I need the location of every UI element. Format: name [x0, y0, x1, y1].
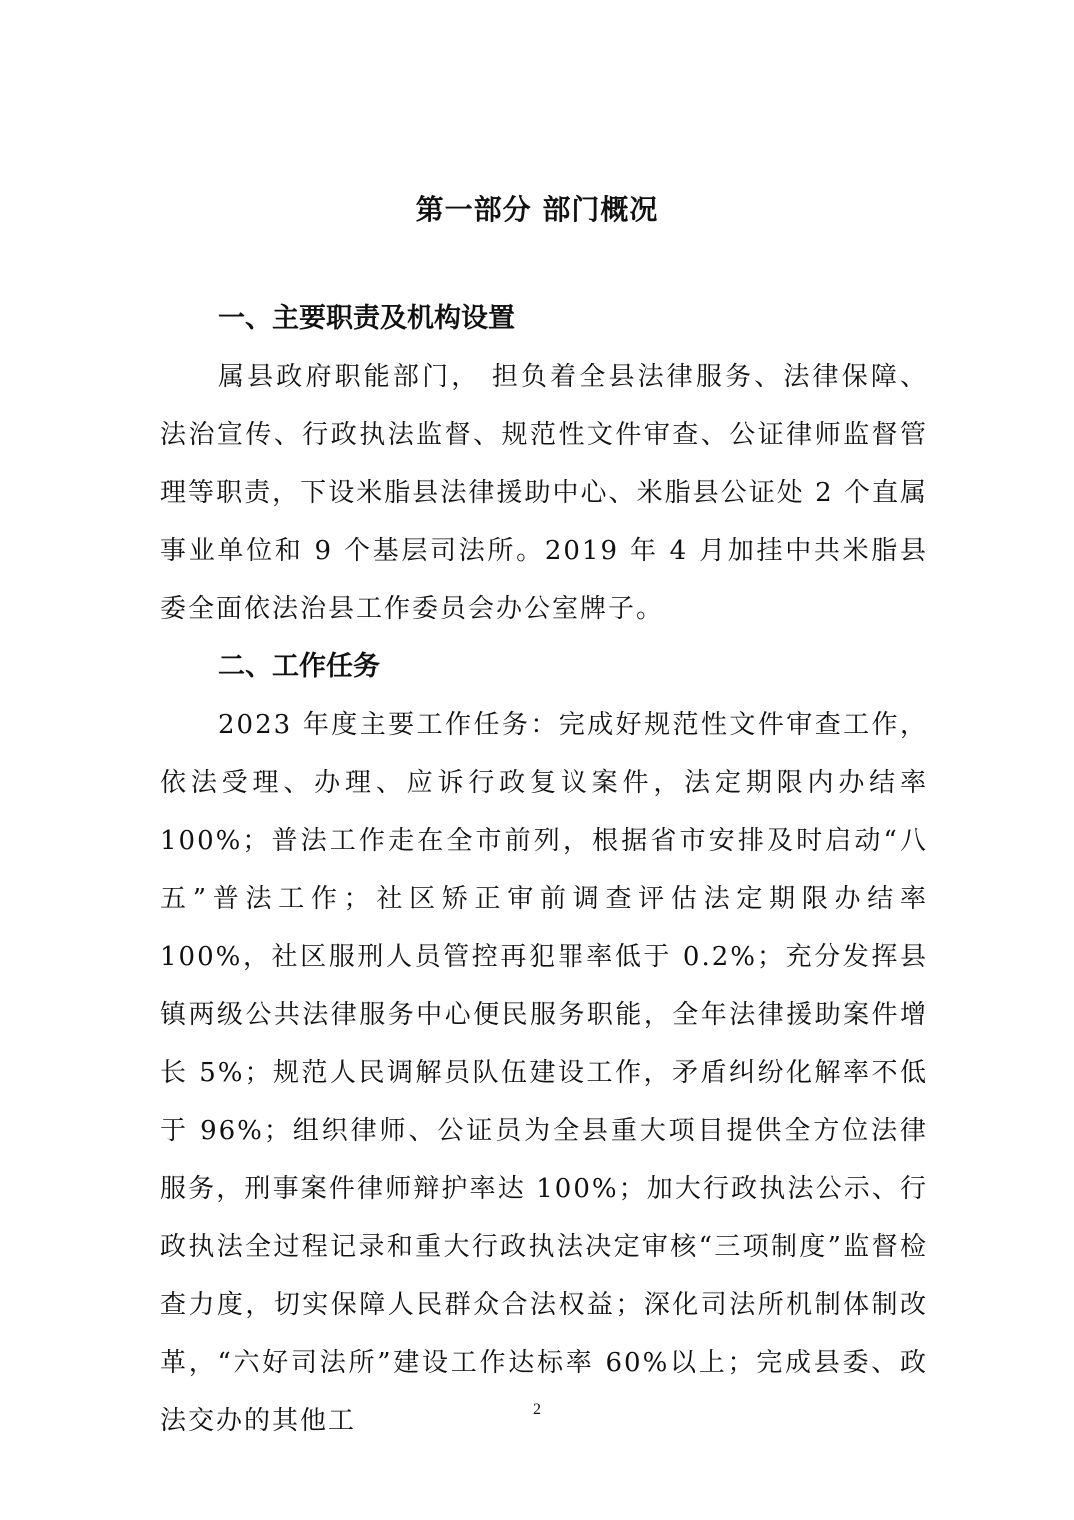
paragraph-duties: 属县政府职能部门， 担负着全县法律服务、法律保障、法治宣传、行政执法监督、规范性文件审查、公证律师监督管理等职责，下设米脂县法律援助中心、米脂县公证处 2 个直属事业单位和 9 个基层司法所。2019 年 4 月加挂中共米脂县委全面依法治县工作委员会办公室牌子。 [160, 362, 928, 624]
section-heading-tasks: 二、工作任务 [218, 651, 380, 682]
section-heading-duties: 一、主要职责及机构设置 [218, 303, 515, 334]
paragraph-tasks: 2023 年度主要工作任务：完成好规范性文件审查工作，依法受理、办理、应诉行政复议案件，法定期限内办结率 100%；普法工作走在全市前列，根据省市安排及时启动“八五”普法工作；社区矫正审前调查评估法定期限办结率 100%，社区服刑人员管控再犯罪率低于 0.2%；充分发挥县镇两级公共法律服务中心便民服务职能，全年法律援助案件增长 5%；规范人民调解员队伍建设工作，矛盾纠纷化解率不低于 96%；组织律师、公证员为全县重大项目提供全方位法律服务，刑事案件律师辩护率达 100%；加大行政执法公示、行政执法全过程记录和重大行政执法决定审核“三项制度”监督检查力度，切实保障人民群众合法权益；深化司法所机制体制改革，“六好司法所”建设工作达标率 60%以上；完成县委、政法交办的其他工 [160, 710, 928, 1436]
page-title: 第一部分 部门概况 [415, 193, 659, 226]
document-body [160, 290, 928, 1450]
page-number: 2 [533, 1401, 541, 1418]
